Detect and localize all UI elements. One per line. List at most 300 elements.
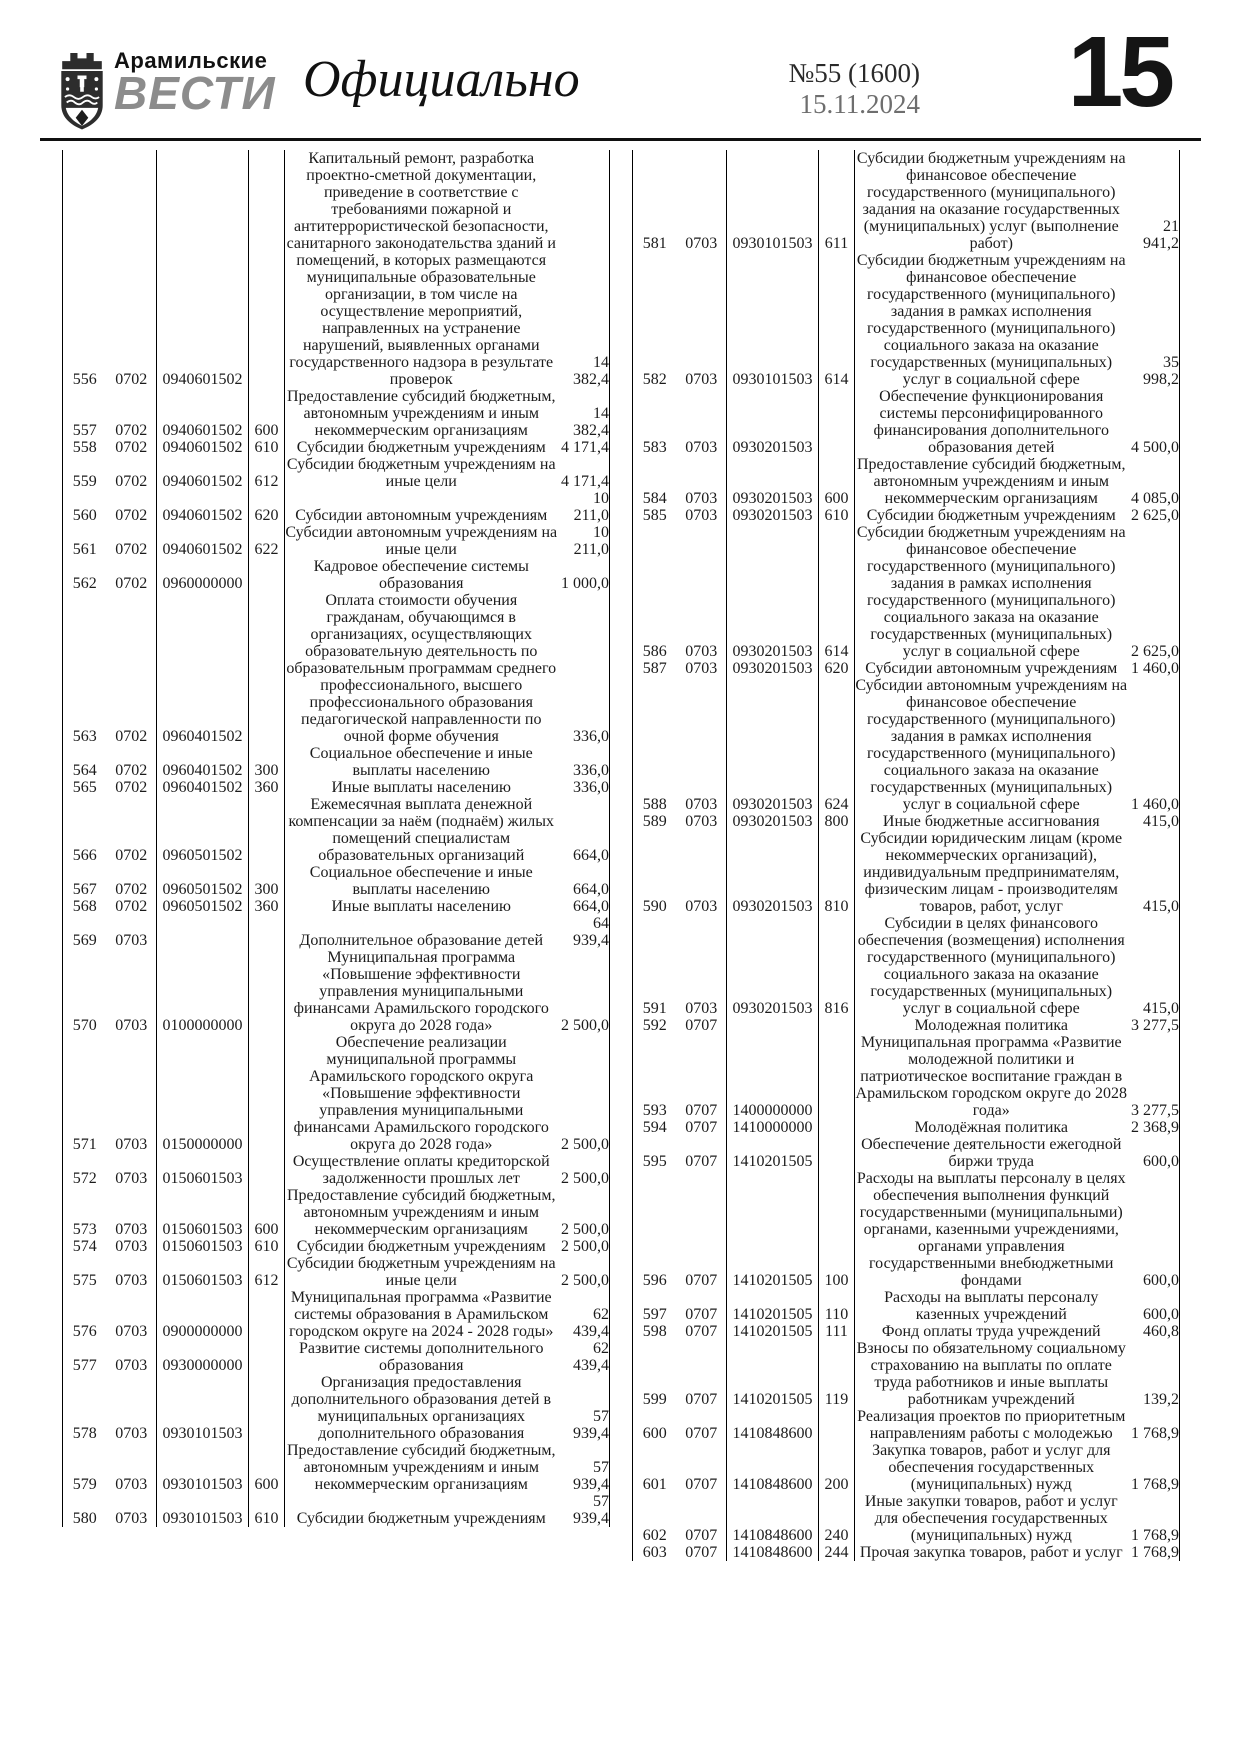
target-article-code: 0940601502 — [157, 439, 249, 456]
section-code: 0707 — [685, 1323, 718, 1340]
row-number: 564 — [63, 745, 107, 779]
expense-name: Субсидии бюджетным учреждениям на финансовое обеспечение государственного (муниципального) задания на оказание государственных (муниципальных) услуг (выполнение работ) — [855, 150, 1128, 252]
expense-name: Субсидии автономным учреждениям — [285, 490, 558, 524]
section-code: 0703 — [685, 813, 718, 830]
section-code: 0703 — [115, 1425, 148, 1442]
amount-value: 600,0 — [1128, 1136, 1180, 1170]
amount-value: 2 625,0 — [1128, 524, 1180, 660]
row-number: 596 — [633, 1170, 677, 1289]
target-article-code: 1410201505 — [727, 1136, 819, 1170]
target-article-code: 0100000000 — [157, 949, 249, 1034]
section-code: 0702 — [115, 541, 148, 558]
row-number: 568 — [63, 898, 107, 915]
amount-value: 2 500,0 — [558, 1187, 610, 1238]
row-number: 580 — [63, 1493, 107, 1527]
amount-value: 3 277,5 — [1128, 1034, 1180, 1119]
table-row — [63, 779, 610, 796]
expense-name: Дополнительное образование детей — [285, 915, 558, 949]
amount-value: 10 211,0 — [558, 524, 610, 558]
row-number: 595 — [633, 1136, 677, 1170]
amount-value: 10 211,0 — [558, 490, 610, 524]
row-number: 569 — [63, 915, 107, 949]
row-number: 567 — [63, 864, 107, 898]
amount-value: 2 500,0 — [558, 1255, 610, 1289]
row-number: 572 — [63, 1153, 107, 1187]
table-row — [633, 1289, 1180, 1323]
table-row — [633, 1442, 1180, 1493]
row-number: 573 — [63, 1187, 107, 1238]
amount-value: 415,0 — [1128, 915, 1180, 1017]
amount-value: 415,0 — [1128, 813, 1180, 830]
amount-value: 2 500,0 — [558, 1238, 610, 1255]
expense-type-code — [249, 592, 285, 745]
expense-name: Иные выплаты населению — [285, 779, 558, 796]
table-row — [633, 1408, 1180, 1442]
expense-type-code: 240 — [819, 1493, 855, 1544]
row-number: 591 — [633, 915, 677, 1017]
table-row — [633, 252, 1180, 388]
amount-value: 4 085,0 — [1128, 456, 1180, 507]
section-code: 0707 — [685, 1102, 718, 1119]
table-row — [63, 949, 610, 1034]
section-code: 0702 — [115, 439, 148, 456]
newspaper-name-top: Арамильские — [114, 48, 268, 73]
expense-name: Муниципальная программа «Повышение эффективности управления муниципальными финансами Арамильского городского округа до 2028 года» — [285, 949, 558, 1034]
expense-name: Взносы по обязательному социальному страхованию на выплаты по оплате труда работников и иные выплаты работникам учреждений — [855, 1340, 1128, 1408]
amount-value: 57 939,4 — [558, 1442, 610, 1493]
row-number: 603 — [633, 1544, 677, 1561]
amount-value: 1 000,0 — [558, 558, 610, 592]
section-code: 0707 — [685, 1017, 718, 1034]
expense-name: Субсидии автономным учреждениям — [855, 660, 1128, 677]
amount-value: 14 382,4 — [558, 150, 610, 388]
expense-name: Субсидии бюджетным учреждениям — [855, 507, 1128, 524]
target-article-code: 1410201505 — [727, 1323, 819, 1340]
row-number: 586 — [633, 524, 677, 660]
amount-value: 1 768,9 — [1128, 1442, 1180, 1493]
budget-table-right — [632, 150, 1180, 1561]
section-code: 0702 — [115, 507, 148, 524]
target-article-code: 0960401502 — [157, 745, 249, 779]
amount-value: 1 768,9 — [1128, 1544, 1180, 1561]
issue-date: 15.11.2024 — [799, 89, 920, 120]
section-code: 0703 — [115, 1170, 148, 1187]
row-number: 566 — [63, 796, 107, 864]
amount-value: 460,8 — [1128, 1323, 1180, 1340]
amount-value: 1 768,9 — [1128, 1493, 1180, 1544]
expense-type-code — [249, 1153, 285, 1187]
amount-value: 336,0 — [558, 745, 610, 779]
expense-type-code — [249, 1374, 285, 1442]
expense-type-code: 300 — [249, 745, 285, 779]
expense-type-code — [249, 1289, 285, 1340]
section-code: 0702 — [115, 881, 148, 898]
table-row — [63, 898, 610, 915]
table-row — [633, 1119, 1180, 1136]
expense-name: Предоставление субсидий бюджетным, автономным учреждениям и иным некоммерческим организациям — [285, 388, 558, 439]
table-row — [633, 1136, 1180, 1170]
section-code: 0702 — [115, 371, 148, 388]
section-code: 0703 — [685, 507, 718, 524]
amount-value: 35 998,2 — [1128, 252, 1180, 388]
row-number: 590 — [633, 830, 677, 915]
row-number: 583 — [633, 388, 677, 456]
section-code: 0703 — [115, 1476, 148, 1493]
table-row — [63, 745, 610, 779]
section-code: 0703 — [115, 1221, 148, 1238]
amount-value: 4 171,4 — [558, 439, 610, 456]
amount-value: 600,0 — [1128, 1170, 1180, 1289]
expense-name: Субсидии бюджетным учреждениям на иные цели — [285, 456, 558, 490]
coat-of-arms-logo — [55, 46, 109, 132]
target-article-code: 0930101503 — [157, 1374, 249, 1442]
target-article-code: 0930101503 — [157, 1442, 249, 1493]
expense-type-code — [249, 558, 285, 592]
target-article-code: 1410848600 — [727, 1493, 819, 1544]
expense-type-code: 611 — [819, 150, 855, 252]
expense-name: Социальное обеспечение и иные выплаты населению — [285, 864, 558, 898]
target-article-code: 1400000000 — [727, 1034, 819, 1119]
expense-type-code: 600 — [249, 1187, 285, 1238]
table-row — [633, 830, 1180, 915]
target-article-code: 0940601502 — [157, 524, 249, 558]
table-row — [63, 388, 610, 439]
expense-name: Субсидии юридическим лицам (кроме некоммерческих организаций), индивидуальным предпринимателям, физическим лицам - производителям товаров, работ, услуг — [855, 830, 1128, 915]
row-number: 558 — [63, 439, 107, 456]
expense-name: Субсидии автономным учреждениям на финансовое обеспечение государственного (муниципального) задания в рамках исполнения государственного (муниципального) социального заказа на оказание государственных (муниципальных) услуг в социальной сфере — [855, 677, 1128, 813]
target-article-code: 1410201505 — [727, 1289, 819, 1323]
table-row — [63, 864, 610, 898]
table-row — [633, 388, 1180, 456]
row-number: 584 — [633, 456, 677, 507]
amount-value: 336,0 — [558, 592, 610, 745]
target-article-code: 0960000000 — [157, 558, 249, 592]
row-number: 556 — [63, 150, 107, 388]
issue-number: №55 (1600) — [788, 58, 920, 88]
row-number: 575 — [63, 1255, 107, 1289]
expense-type-code: 610 — [249, 439, 285, 456]
masthead-divider — [40, 138, 1201, 141]
row-number: 561 — [63, 524, 107, 558]
table-row — [63, 796, 610, 864]
expense-name: Муниципальная программа «Развитие системы образования в Арамильском городском округе на 2024 - 2028 годы» — [285, 1289, 558, 1340]
target-article-code: 0930201503 — [727, 915, 819, 1017]
table-row — [63, 1187, 610, 1238]
row-number: 597 — [633, 1289, 677, 1323]
row-number: 585 — [633, 507, 677, 524]
expense-type-code — [819, 1119, 855, 1136]
expense-name: Обеспечение реализации муниципальной программы Арамильского городского округа «Повышение эффективности управления муниципальными финансами Арамильского городского округа до 2028 года» — [285, 1034, 558, 1153]
expense-name: Субсидии бюджетным учреждениям — [285, 1493, 558, 1527]
expense-name: Осуществление оплаты кредиторской задолженности прошлых лет — [285, 1153, 558, 1187]
amount-value: 1 460,0 — [1128, 660, 1180, 677]
section-code: 0707 — [685, 1425, 718, 1442]
table-row — [633, 1544, 1180, 1561]
target-article-code: 0940601502 — [157, 456, 249, 490]
amount-value: 336,0 — [558, 779, 610, 796]
target-article-code: 0960501502 — [157, 898, 249, 915]
target-article-code: 0930201503 — [727, 677, 819, 813]
target-article-code: 0930201503 — [727, 830, 819, 915]
amount-value: 664,0 — [558, 864, 610, 898]
table-row — [63, 1289, 610, 1340]
expense-type-code: 300 — [249, 864, 285, 898]
expense-name: Развитие системы дополнительного образования — [285, 1340, 558, 1374]
target-article-code: 1410848600 — [727, 1544, 819, 1561]
amount-value: 57 939,4 — [558, 1374, 610, 1442]
section-code: 0703 — [115, 1136, 148, 1153]
amount-value: 3 277,5 — [1128, 1017, 1180, 1034]
table-row — [63, 592, 610, 745]
expense-name: Прочая закупка товаров, работ и услуг — [855, 1544, 1128, 1561]
expense-name: Социальное обеспечение и иные выплаты населению — [285, 745, 558, 779]
amount-value: 664,0 — [558, 898, 610, 915]
amount-value: 2 500,0 — [558, 1153, 610, 1187]
section-code: 0703 — [685, 1000, 718, 1017]
expense-type-code: 614 — [819, 524, 855, 660]
target-article-code: 0960401502 — [157, 592, 249, 745]
expense-type-code — [819, 1136, 855, 1170]
amount-value: 1 460,0 — [1128, 677, 1180, 813]
target-article-code: 0150000000 — [157, 1034, 249, 1153]
expense-name: Предоставление субсидий бюджетным, автономным учреждениям и иным некоммерческим организациям — [855, 456, 1128, 507]
row-number: 593 — [633, 1034, 677, 1119]
amount-value: 664,0 — [558, 796, 610, 864]
section-code: 0703 — [115, 1323, 148, 1340]
amount-value: 4 500,0 — [1128, 388, 1180, 456]
target-article-code: 0150601503 — [157, 1238, 249, 1255]
target-article-code: 1410201505 — [727, 1340, 819, 1408]
section-code: 0702 — [115, 847, 148, 864]
row-number: 557 — [63, 388, 107, 439]
target-article-code: 1410000000 — [727, 1119, 819, 1136]
row-number: 592 — [633, 1017, 677, 1034]
table-row — [633, 915, 1180, 1017]
table-row — [63, 456, 610, 490]
amount-value: 600,0 — [1128, 1289, 1180, 1323]
section-code: 0703 — [685, 439, 718, 456]
table-row — [633, 1034, 1180, 1119]
expense-name: Молодежная политика — [855, 1017, 1128, 1034]
row-number: 576 — [63, 1289, 107, 1340]
amount-value: 1 768,9 — [1128, 1408, 1180, 1442]
expense-name: Муниципальная программа «Развитие молодежной политики и патриотическое воспитание граждан в Арамильском городском округе до 2028 года» — [855, 1034, 1127, 1119]
section-code: 0703 — [115, 1238, 148, 1255]
target-article-code: 0930201503 — [727, 660, 819, 677]
expense-name: Субсидии бюджетным учреждениям — [285, 1238, 558, 1255]
expense-name: Расходы на выплаты персоналу казенных учреждений — [855, 1289, 1128, 1323]
expense-name: Обеспечение деятельности ежегодной биржи труда — [855, 1136, 1128, 1170]
amount-value: 139,2 — [1128, 1340, 1180, 1408]
expense-type-code: 800 — [819, 813, 855, 830]
expense-name: Фонд оплаты труда учреждений — [855, 1323, 1128, 1340]
target-article-code: 0940601502 — [157, 150, 249, 388]
expense-type-code — [249, 1034, 285, 1153]
target-article-code: 0960501502 — [157, 864, 249, 898]
expense-name: Субсидии бюджетным учреждениям на иные цели — [285, 1255, 558, 1289]
target-article-code: 0940601502 — [157, 490, 249, 524]
row-number: 577 — [63, 1340, 107, 1374]
expense-name: Иные бюджетные ассигнования — [855, 813, 1128, 830]
expense-type-code: 816 — [819, 915, 855, 1017]
table-row — [633, 660, 1180, 677]
table-row — [633, 1493, 1180, 1544]
row-number: 582 — [633, 252, 677, 388]
target-article-code: 1410201505 — [727, 1170, 819, 1289]
expense-name: Кадровое обеспечение системы образования — [285, 558, 558, 592]
expense-type-code — [819, 1408, 855, 1442]
section-code: 0707 — [685, 1272, 718, 1289]
expense-type-code: 620 — [819, 660, 855, 677]
expense-name: Иные выплаты населению — [285, 898, 558, 915]
target-article-code: 0960501502 — [157, 796, 249, 864]
row-number: 565 — [63, 779, 107, 796]
amount-value: 2 625,0 — [1128, 507, 1180, 524]
table-row — [63, 1442, 610, 1493]
table-row — [633, 1170, 1180, 1289]
table-row — [63, 1153, 610, 1187]
table-row — [63, 1255, 610, 1289]
amount-value: 2 500,0 — [558, 949, 610, 1034]
target-article-code: 0960401502 — [157, 779, 249, 796]
expense-type-code: 360 — [249, 898, 285, 915]
section-code: 0707 — [685, 1119, 718, 1136]
table-row — [633, 524, 1180, 660]
expense-type-code — [249, 915, 285, 949]
target-article-code: 0930201503 — [727, 507, 819, 524]
target-article-code: 0150601503 — [157, 1187, 249, 1238]
section-code: 0703 — [115, 1510, 148, 1527]
row-number: 579 — [63, 1442, 107, 1493]
expense-type-code: 600 — [249, 388, 285, 439]
table-row — [63, 1493, 610, 1527]
section-code: 0703 — [685, 490, 718, 507]
budget-table-columns — [62, 150, 1179, 1561]
row-number: 578 — [63, 1374, 107, 1442]
amount-value: 14 382,4 — [558, 388, 610, 439]
target-article-code: 0150601503 — [157, 1255, 249, 1289]
row-number: 602 — [633, 1493, 677, 1544]
table-row — [633, 1323, 1180, 1340]
row-number: 587 — [633, 660, 677, 677]
row-number: 581 — [633, 150, 677, 252]
expense-type-code: 200 — [819, 1442, 855, 1493]
table-row — [63, 1374, 610, 1442]
row-number: 601 — [633, 1442, 677, 1493]
expense-type-code: 110 — [819, 1289, 855, 1323]
section-code: 0703 — [115, 932, 148, 949]
amount-value: 21 941,2 — [1128, 150, 1180, 252]
expense-name: Капитальный ремонт, разработка проектно-сметной документации, приведение в соответствие с требованиями пожарной и антитеррористической безопасности, санитарного законодательства зданий и помещений, в которых размещаются муниципальные образовательные организации, в том числе на осуществление мероприятий, направленных на устранение нарушений, выявленных органами государственного надзора в результате проверок — [285, 150, 558, 388]
expense-type-code — [819, 388, 855, 456]
row-number: 598 — [633, 1323, 677, 1340]
expense-name: Субсидии в целях финансового обеспечения (возмещения) исполнения государственного (муниципального) социального заказа на оказание государственных (муниципальных) услуг в социальной сфере — [855, 915, 1128, 1017]
newspaper-logo-text — [114, 48, 276, 119]
target-article-code: 0150601503 — [157, 1153, 249, 1187]
issue-info — [760, 58, 920, 120]
expense-name: Закупка товаров, работ и услуг для обеспечения государственных (муниципальных) нужд — [855, 1442, 1128, 1493]
target-article-code: 0930201503 — [727, 388, 819, 456]
expense-type-code: 624 — [819, 677, 855, 813]
table-row — [63, 1238, 610, 1255]
table-row — [63, 150, 610, 388]
expense-name: Субсидии бюджетным учреждениям — [285, 439, 558, 456]
expense-name: Расходы на выплаты персоналу в целях обеспечения выполнения функций государственными (муниципальными) органами, казенными учреждениями, органами управления государственными внебюджетными фондами — [855, 1170, 1128, 1289]
expense-name: Предоставление субсидий бюджетным, автономным учреждениям и иным некоммерческим организациям — [285, 1442, 558, 1493]
table-row — [633, 813, 1180, 830]
expense-type-code: 100 — [819, 1170, 855, 1289]
section-code: 0707 — [685, 1544, 718, 1561]
table-row — [633, 1017, 1180, 1034]
expense-type-code: 610 — [249, 1238, 285, 1255]
table-row — [63, 524, 610, 558]
expense-name: Обеспечение функционирования системы персонифицированного финансирования дополнительного образования детей — [855, 388, 1128, 456]
section-code: 0702 — [115, 422, 148, 439]
expense-type-code: 810 — [819, 830, 855, 915]
target-article-code: 0900000000 — [157, 1289, 249, 1340]
expense-name: Ежемесячная выплата денежной компенсации за наём (поднаём) жилых помещений специалистам образовательных организаций — [285, 796, 558, 864]
newspaper-name-bottom: ВЕСТИ — [114, 67, 276, 119]
table-row — [633, 677, 1180, 813]
expense-name: Предоставление субсидий бюджетным, автономным учреждениям и иным некоммерческим организациям — [285, 1187, 558, 1238]
expense-type-code — [819, 1017, 855, 1034]
section-code: 0702 — [115, 728, 148, 745]
target-article-code — [727, 1017, 819, 1034]
row-number: 570 — [63, 949, 107, 1034]
table-row — [63, 439, 610, 456]
section-code: 0703 — [115, 1272, 148, 1289]
expense-type-code: 111 — [819, 1323, 855, 1340]
expense-type-code: 119 — [819, 1340, 855, 1408]
expense-type-code — [249, 1340, 285, 1374]
table-row — [63, 1034, 610, 1153]
section-code: 0703 — [685, 898, 718, 915]
row-number: 562 — [63, 558, 107, 592]
target-article-code: 1410848600 — [727, 1442, 819, 1493]
section-code: 0703 — [685, 235, 718, 252]
target-article-code: 0930101503 — [727, 150, 819, 252]
section-title: Официально — [303, 51, 580, 108]
target-article-code: 0930201503 — [727, 524, 819, 660]
expense-type-code: 614 — [819, 252, 855, 388]
target-article-code: 1410848600 — [727, 1408, 819, 1442]
section-code: 0703 — [685, 660, 718, 677]
amount-value: 57 939,4 — [558, 1493, 610, 1527]
target-article-code: 0930101503 — [157, 1493, 249, 1527]
row-number: 571 — [63, 1034, 107, 1153]
row-number: 574 — [63, 1238, 107, 1255]
expense-type-code: 622 — [249, 524, 285, 558]
row-number: 589 — [633, 813, 677, 830]
expense-name: Субсидии автономным учреждениям на иные цели — [285, 524, 558, 558]
expense-type-code — [249, 796, 285, 864]
expense-type-code: 612 — [249, 1255, 285, 1289]
row-number: 560 — [63, 490, 107, 524]
amount-value: 2 500,0 — [558, 1034, 610, 1153]
amount-value: 4 171,4 — [558, 456, 610, 490]
table-row — [633, 456, 1180, 507]
expense-name: Субсидии бюджетным учреждениям на финансовое обеспечение государственного (муниципального) задания в рамках исполнения государственного (муниципального) социального заказа на оказание государственных (муниципальных) услуг в социальной сфере — [855, 524, 1128, 660]
row-number: 559 — [63, 456, 107, 490]
expense-name: Иные закупки товаров, работ и услуг для обеспечения государственных (муниципальных) нужд — [855, 1493, 1128, 1544]
expense-type-code: 610 — [819, 507, 855, 524]
expense-type-code: 620 — [249, 490, 285, 524]
expense-type-code: 610 — [249, 1493, 285, 1527]
section-code: 0703 — [685, 371, 718, 388]
budget-table-left — [62, 150, 610, 1527]
expense-type-code: 600 — [249, 1442, 285, 1493]
row-number: 599 — [633, 1340, 677, 1408]
